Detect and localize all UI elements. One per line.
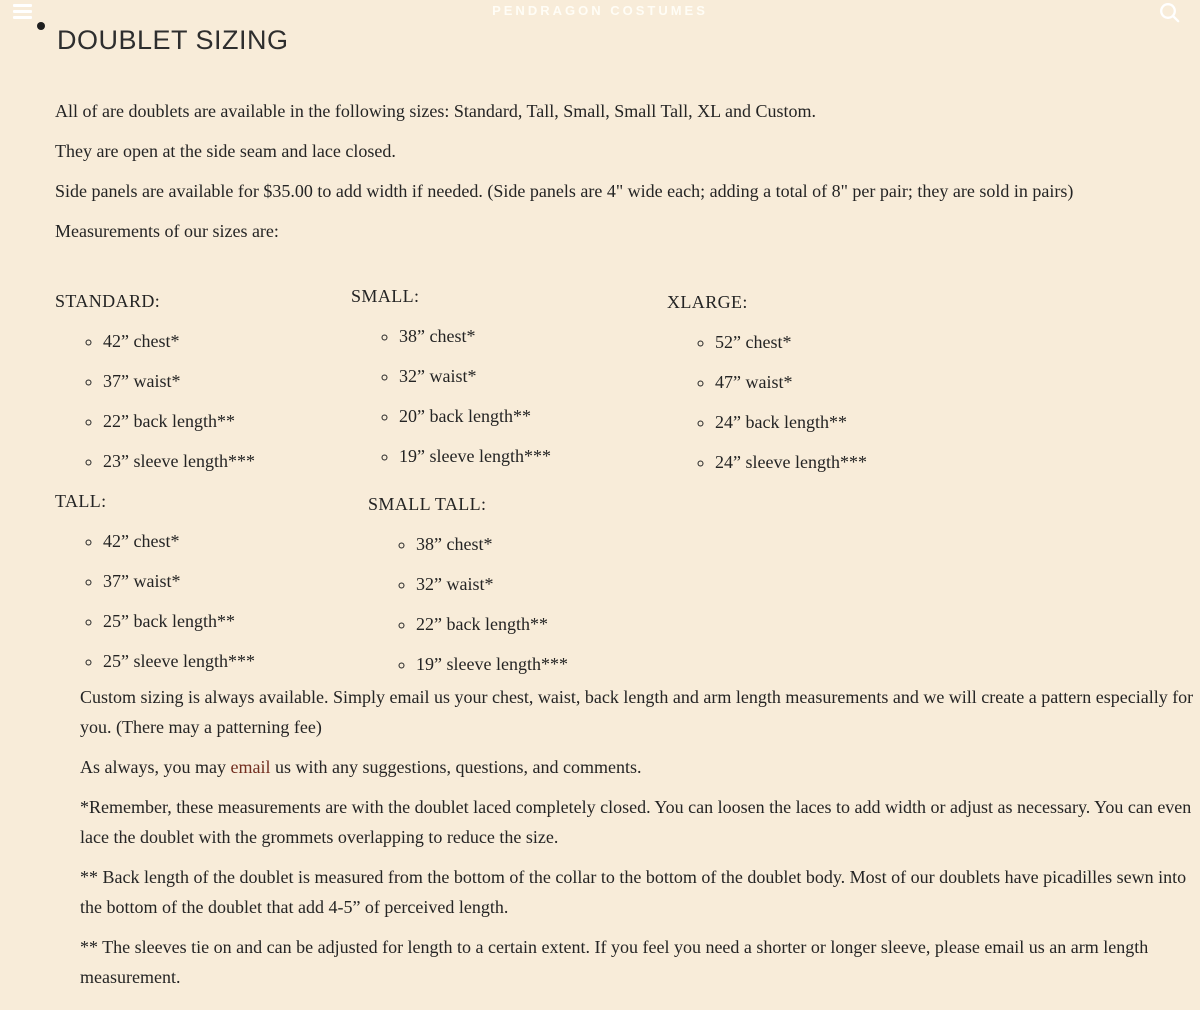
- measurement-item: ◦ 38” chest*: [416, 529, 568, 559]
- footnote-back-length: ** Back length of the doublet is measured from the bottom of the collar to the bottom of the doublet body. Most of our doublets have picadilles sewn into the bottom of the doublet that add 4-5” of perceived length.: [80, 867, 1187, 917]
- footnote-laced-closed: *Remember, these measurements are with the doublet laced completely closed. You can loosen the laces to add width or adjust as necessary. You can even lace the doublet with the grommets overlapping to reduce the size.: [80, 797, 1192, 847]
- measurement-item: ◦ 25” back length**: [103, 606, 255, 636]
- size-heading-xlarge: XLARGE:: [667, 292, 748, 312]
- measurement-item: ◦ 38” chest*: [399, 321, 551, 351]
- size-heading-tall: TALL:: [55, 491, 107, 511]
- measurement-item: ◦ 24” back length**: [715, 407, 867, 437]
- measurement-item: ◦ 20” back length**: [399, 401, 551, 431]
- measurement-item: ◦ 19” sleeve length***: [416, 649, 568, 679]
- measurement-item: ◦ 52” chest*: [715, 327, 867, 357]
- measurement-list-tall: [55, 526, 255, 676]
- size-column-small-tall: [368, 489, 568, 689]
- measurement-item: ◦ 37” waist*: [103, 566, 255, 596]
- size-column-standard: [55, 286, 255, 486]
- measurement-item: ◦ 42” chest*: [103, 526, 255, 556]
- measurement-item: ◦ 32” waist*: [416, 569, 568, 599]
- top-bar: [0, 0, 1200, 28]
- paragraph-contact: [80, 752, 1200, 782]
- size-heading-small: SMALL:: [351, 286, 420, 306]
- size-column-tall: [55, 486, 255, 686]
- paragraph-sizes-available: All of are doublets are available in the following sizes: Standard, Tall, Small, Small Tall, XL and Custom.: [55, 101, 817, 121]
- contact-text-after: us with any suggestions, questions, and comments.: [270, 757, 642, 777]
- measurement-item: ◦ 47” waist*: [715, 367, 867, 397]
- size-column-small: [351, 281, 551, 481]
- sizes-section: [55, 286, 1200, 682]
- measurement-item: ◦ 23” sleeve length***: [103, 446, 255, 476]
- measurement-item: ◦ 25” sleeve length***: [103, 646, 255, 676]
- measurement-item: ◦ 32” waist*: [399, 361, 551, 391]
- size-heading-standard: STANDARD:: [55, 291, 161, 311]
- search-icon[interactable]: [1158, 1, 1182, 25]
- paragraph-custom-sizing: Custom sizing is always available. Simply email us your chest, waist, back length and arm length measurements and we will create a pattern especially for you. (There may a patterning fee): [80, 687, 1194, 737]
- contact-text-before: As always, you may: [80, 757, 231, 777]
- measurement-item: ◦ 42” chest*: [103, 326, 255, 356]
- paragraph-measurements-intro: Measurements of our sizes are:: [55, 221, 279, 241]
- paragraph-side-panels: Side panels are available for $35.00 to add width if needed. (Side panels are 4" wide each; adding a total of 8" per pair; they are sold in pairs): [55, 181, 1074, 201]
- measurement-list-xlarge: [667, 327, 867, 477]
- measurement-list-small: [351, 321, 551, 471]
- measurement-list-small-tall: [368, 529, 568, 679]
- size-column-xlarge: [667, 287, 867, 487]
- measurement-item: ◦ 37” waist*: [103, 366, 255, 396]
- outro-section: [80, 682, 1200, 1002]
- size-heading-small-tall: SMALL TALL:: [368, 494, 487, 514]
- measurement-item: ◦ 22” back length**: [416, 609, 568, 639]
- email-link[interactable]: email: [230, 757, 271, 777]
- intro-section: [55, 96, 1150, 256]
- measurement-item: ◦ 22” back length**: [103, 406, 255, 436]
- paragraph-open-side-seam: They are open at the side seam and lace closed.: [55, 141, 396, 161]
- measurement-item: ◦ 19” sleeve length***: [399, 441, 551, 471]
- site-title[interactable]: PENDRAGON COSTUMES: [492, 3, 708, 18]
- footnote-sleeves: ** The sleeves tie on and can be adjusted for length to a certain extent. If you feel you need a shorter or longer sleeve, please email us an arm length measurement.: [80, 937, 1149, 987]
- page-title: DOUBLET SIZING: [57, 25, 289, 56]
- measurement-list-standard: [55, 326, 255, 476]
- measurement-item: ◦ 24” sleeve length***: [715, 447, 867, 477]
